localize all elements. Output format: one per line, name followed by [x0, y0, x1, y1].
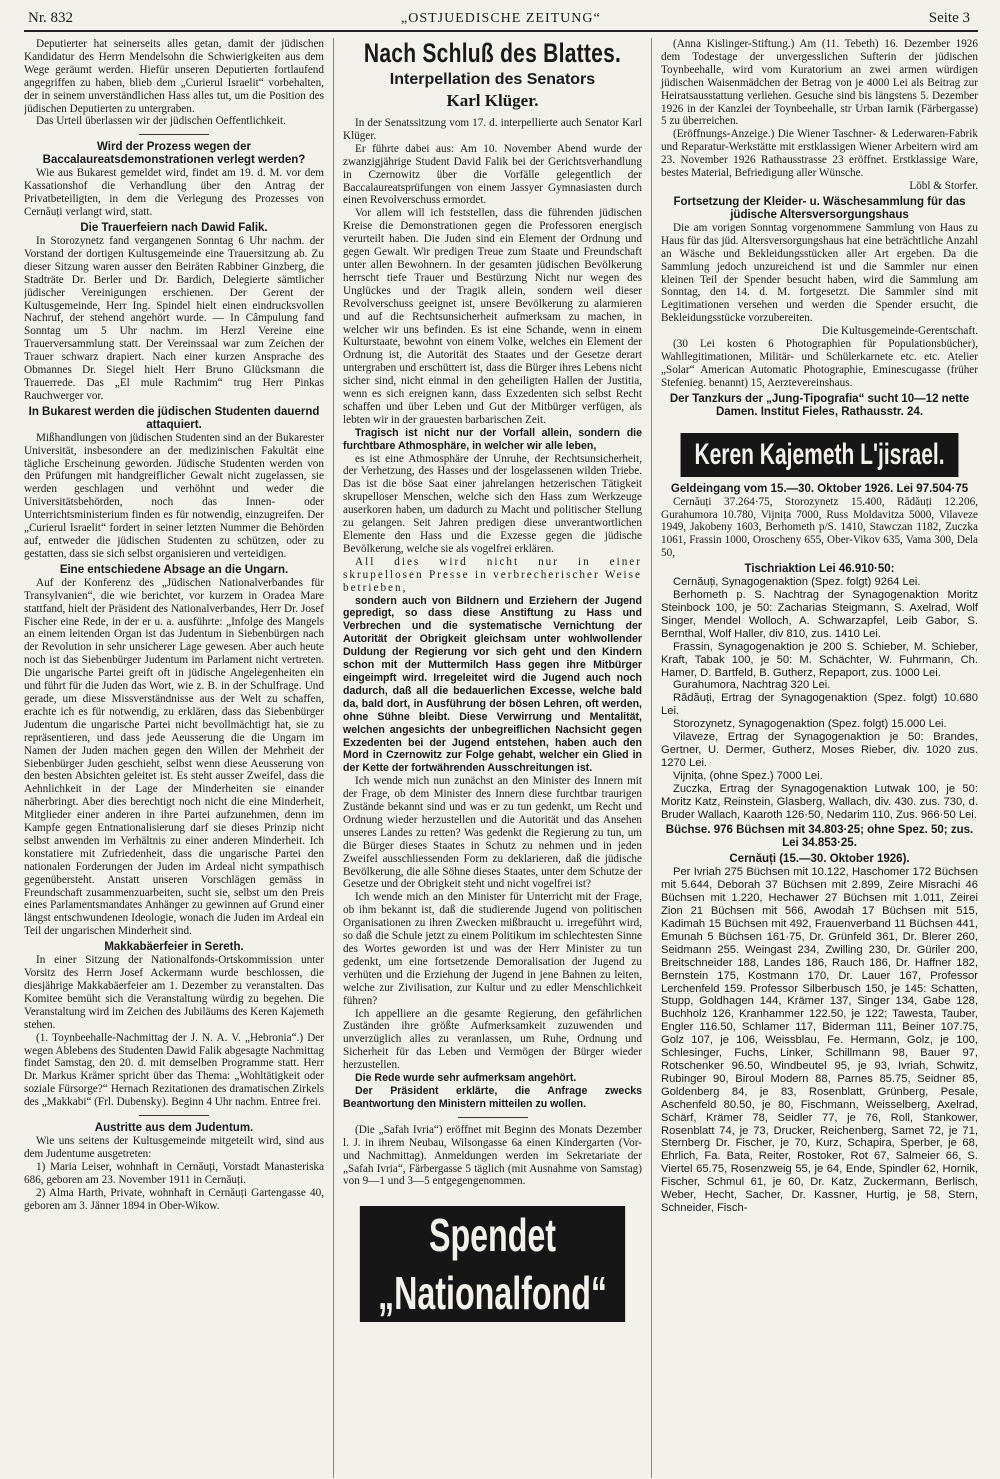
paragraph: Vijnița, (ohne Spez.) 7000 Lei. — [673, 769, 823, 782]
article-prozess: Wie aus Bukarest gemeldet wird, findet am 19. d. M. vor dem Kassationshof die Verhandlung über den Antrag der Privatbeteiligten, in dem die Verlegung des Prozesses von Cernăuți verlangt wird, statt. — [24, 167, 324, 219]
headline-tischaktion: Tischriaktion Lei 46.910·50: — [744, 563, 895, 576]
paragraph: Storozynetz, Synagogenaktion (Spez. folgt) 15.000 Lei. — [673, 718, 947, 731]
article-toynbee: (1. Toynbeehalle-Nachmittag der J. N. A. V. „Hebronia“.) Der wegen Ablebens des Studenten Dawid Falik abgesagte Nachmittag findet Samstag, den 20. d. mit demselben Programme statt. Herr Dr. Markus Krämer spricht über das Thema: „Wohltätigkeit oder soziale Fürsorge?“ Hernach Rezitationen des dramatischen Zirkels des „Makkabi“ (Frl. Dubensky). Beginn 4 Uhr nachm. Entree frei. — [24, 1031, 324, 1109]
headline-prozess: Wird der Prozess wegen der Baccalaureatsdemonstrationen verlegt werden? — [42, 141, 306, 167]
banner-keren-kajemeth: Keren Kajemeth L'jisrael. — [681, 433, 959, 477]
subheadline-name: Karl Klüger. — [446, 91, 539, 110]
newspaper-title: „OSTJUEDISCHE ZEITUNG“ — [401, 11, 601, 26]
headline-cernauti: Cernăuți (15.—30. Oktober 1926). — [729, 853, 910, 866]
headline-geldeingang: Geldeingang vom 15.—30. Oktober 1926. Lei 97.504·75 — [670, 482, 969, 495]
article-ungarn: Auf der Konferenz des „Jüdischen Nationalverbandes für Transylvanien“, die wie berichtet, vor kurzem in Oradea Mare stattfand, hielt der Präsident des Nationalverbandes, Herr Dr. Josef Fischer eine Rede, in der er u. a. ausführte: „Infolge des Mangels an einem leitenden Organ ist das Judentum in Siebenbürgen nach der Revolution in sehr unsicherer Lage gewesen. Aber auch heute noch ist das Siebenbürger Judentum im Parlament nicht vertreten. Die ungarische Partei greift oft in jüdische Angelegenheiten ein und führt für die Juden das Wort, wie z. B. in der Schulfrage. Und gerade, um diese Missverständnisse aus der Welt zu schaffen, erachte ich es für notwendig, zu erklären, dass das Siebenbürger Judentum die ungarische Partei nicht bevollmächtigt hat, sie zu repräsentieren, und dass jede Aeusserung die die Ungarn im Namen der Juden machen gegen den Willen der Mehrheit der Siebenbürger Juden geschieht, selbst wenn diese Aeusserung von den besten Absichten geleitet ist. Es steht ausser Zweifel, dass die Aehnlichkeit in der Lage der Minderheiten sie einander näherbringt. Aber dies berechtigt noch nicht die eine Minderheit, Mitglieder einer anderen in ihre Partei aufzunehmen, denn im Kampfe gegen Entnationalisierung darf sie dieses Prinzip nicht selbst anwenden im Verhältnis zu einer anderen Minderheit. Ich konstatiere mit Zufriedenheit, dass die ungarische Partei den nationalen Forderungen der Juden im Ardeal nicht sympathisch gegenübersteht. Anstatt unseren Vorschlägen gemäss in Freundschaft zusammenzuarbeiten, sucht sie, selbst um den Preis eines Parlamentsmandates Anhänger zu gewinnen auf Grund einer längst entschwundenen Ideologie, wonach die Juden im Ardeal ein Teil der ungarischen Minderheit sind. — [24, 576, 324, 938]
masthead — [24, 8, 978, 32]
column-2 — [334, 38, 652, 1478]
article-intro-2: Das Urteil überlassen wir der jüdischen Oeffentlichkeit. — [36, 115, 286, 128]
headline-tanzkurs: Der Tanzkurs der „Jung-Tipografia“ sucht 10—12 nette Damen. Institut Fieles, Rathausstr. 24. — [669, 392, 970, 418]
paragraph: Er führte dabei aus: Am 10. November Abend wurde der zwanzigjährige Student David Falik bei der Gerichtsverhandlung in Czernowitz über die Vorfälle gelegentlich der Baccalaureatsprüfungen von einem Jassyer Gymnasiasten durch einen Revolverschuss ermordet. — [343, 142, 642, 207]
paragraph: In der Senatssitzung vom 17. d. interpellierte auch Senator Karl Klüger. — [343, 117, 642, 142]
paragraph: Vor allem will ich feststellen, dass die führenden jüdischen Kreise die Demonstrationen gegen die Professoren energisch verurteilt haben. Die Juden sind ein Element der Ordnung und gegen Gewalt. Wir predigen Treue zum Staate und Freundschaft unter allen Bewohnern. In der gesamten jüdischen Bevölkerung herrscht tiefe Trauer und Bestürzung Nicht nur wegen des Unglückes und der Tragik allein, sondern weil dieser Revolverschuss geeignet ist, unsere Bevölkerung zu alarmieren und auf die Rechtsunsicherheit aufmerksam zu machen, in welcher wir uns befinden. Es ist eine Schande, wenn in einem Kulturstaate, bewohnt von einem Volke, welches ein Element der Ordnung ist, die Autorität des Staates und der Gesetze derart untergraben und erschüttert ist, dass die Bürger ihres Lebens nicht sicher sind, nicht einmal in den geheiligten Hallen der Justitia, wenn es sich ereignen kann, dass Exzedenten sich selbst Recht schaffen und über Leben und Gut der Mitbürger verfügen, als lebten wir in der grauesten barbarischen Zeit. — [343, 207, 642, 426]
paragraph: Frassin, Synagogenaktion je 200 S. Schieber, M. Schieber, Kraft, Tabak 100, je 50: M. Schächter, W. Fuhrmann, Ch. Hamer, D. Bartfeld, B. Gutherz, Repaport, zus. 1000 Lei. — [661, 640, 978, 679]
divider — [139, 1115, 209, 1116]
article-trauerfeiern: In Storozynetz fand vergangenen Sonntag 6 Uhr nachm. der Vorstand der dortigen Kultusgemeinde eine Trauersitzung ab. Zu dieser Sitzung waren ausser den Beiräten Rabbiner Ginzberg, die Stadträte Dr. Berler und Dr. Bardich, Delegierte sämtlicher jüdischer Vereinigungen erschienen. Der Gerent der Kultusgemeinde, Herr Ing. Spindel hielt einen eindrucksvollen Nachruf, der stehend angehört wurde. — In Câmpulung fand Sonntag um 5 Uhr nachm. im Herzl Vereine eine Trauerversammlung statt. Der Vereinssaal war zum Zeichen der Trauer schwarz drapiert. Nach einer kurzen Ansprache des Obmannes Dr. Siegel hielt Herr Bruno Glücksmann die Trauerrede. Das „El mule Rachmim“ trug Herr Pinkas Rauchwerger vor. — [24, 234, 324, 402]
headline-nach-schluss: Nach Schluß des Blattes. — [363, 38, 622, 68]
signature: Löbl & Storfer. — [909, 179, 978, 192]
paragraph: Die am vorigen Sonntag vorgenommene Sammlung von Haus zu Haus für das jüd. Altersversorgungshaus hat eine beträchtliche Anzahl an Wäsche und Bekleidungsstücken aller Art ergeben. Da die Sammlung jedoch unzureichend ist und die Sammler nur einen kleinen Teil der Spender besucht haben, wird die Sammlung am Sonntag, den 14. d. M. fortgesetzt. Die Sammler sind mit Legitimationen versehen und werden die Spender ersucht, die Bekleidungsstücke vorzubereiten. — [661, 221, 978, 325]
paragraph: Ich wende mich nun zunächst an den Minister des Innern mit der Frage, ob dem Minister des Innern diese furchtbar traurigen Zustände bekannt sind und was er zu tun gedenkt, um Recht und Ordnung wieder herzustellen und die Autorität und das Ansehen unseres Landes zu retten? Was gedenkt die Regierung zu tun, um die Bürger dieses Staates in Schutz zu nehmen und in jeden Zweifel ausschliessenden Form zu deklarieren, daß die jüdische Bevölkerung, die alle Söhne dieses Staates, unter dem Schutze der Gesetze und der Obrigkeit steht und nicht vogelfrei ist? — [343, 775, 642, 891]
divider — [139, 134, 209, 135]
headline-buechse: Büchse. 976 Büchsen mit 34.803·25; ohne Spez. 50; zus. Lei 34.853·25. — [665, 824, 974, 850]
banner-nationalfond: Spendet „Nationalfond“ — [360, 1206, 625, 1322]
article-intro: Deputierter hat seinerseits alles getan, damit der jüdischen Kandidatur des Herrn Mendelsohn die Schwierigkeiten aus dem Wege geräumt werden. Hiefür unseren Deputierten fortlaufend angegriffen zu haben, blieb dem „Curierul Israelit“ vorbehalten, der in seinem unverständlichen Hass alles tut, um die Position des jüdischen Deputierten zu untergraben. — [24, 38, 324, 115]
subheadline-interpellation: Interpellation des Senators — [389, 71, 596, 88]
columns — [24, 38, 978, 1478]
austritt-1: 1) Maria Leiser, wohnhaft in Cernăuți, Vorstadt Manasteriska 686, geboren am 23. November 1911 in Cernăuți. — [24, 1160, 324, 1186]
paragraph: Rădăuți, Ertrag der Synagogenaktion (Spez. folgt) 10.680 Lei. — [661, 692, 978, 718]
headline-kleider: Fortsetzung der Kleider- u. Wäschesammlung für das jüdische Altersversorgungshaus — [673, 195, 966, 221]
paragraph: (Anna Kislinger-Stiftung.) Am (11. Tebeth) 16. Dezember 1926 dem Todestage der unvergesslichen Sufterin der jüdischen Toynbeehalle, wird vom Kuratorium an zwei armen würdigen jüdischen Waisenmädchen der Betrag von je 4000 Lei als Beitrag zur Heiratsausstattung verliehen. Gesuche sind bis längstens 5. Dezember 1926 in der Kanzlei der Toynbeehalle, str Urban Iarnik (Färbergasse) 5 zu überreichen. — [661, 38, 978, 128]
headline-makkabaeer: Makkabäerfeier in Sereth. — [104, 941, 244, 954]
article-bukarest: Mißhandlungen von jüdischen Studenten sind an der Bukarester Universität, insbesondere an der medizinischen Fakultät eine tägliche Erscheinung geworden. Jüdische Studenten werden von den Prüfungen mit handgreiflicher Gewalt nicht zugelassen, sie werden geschlagen und verhöhnt und weder die Universitätsbehörden, noch das Innen- oder Unterrichtsministerium finden es für notwendig, einzugreifen. Der „Curierul Israelit“ fordert in seiner letzten Nummer die Behörden auf, entweder die jüdischen Studenten zu schützen, oder zu gestatten, dass sie sich selbst organisieren und verteidigen. — [24, 431, 324, 560]
paragraph: Vilaveze, Ertrag der Synagogenaktion je 50: Brandes, Gertner, U. Dermer, Gutherz, Moses Rieber, div. 1020 zus. 1270 Lei. — [661, 731, 978, 769]
headline-bukarest: In Bukarest werden die jüdischen Studenten dauernd attaquiert. — [28, 405, 320, 431]
austritt-2: 2) Alma Harth, Private, wohnhaft in Cernăuți Gartengasse 40, geboren am 3. Jänner 1894 in Ober-Wikow. — [24, 1186, 324, 1212]
paragraph: Gurahumora, Nachtrag 320 Lei. — [673, 679, 831, 692]
column-1 — [24, 38, 334, 1478]
headline-austritte: Austritte aus dem Judentum. — [94, 1122, 254, 1135]
article-safah: (Die „Safah Ivria“) eröffnet mit Beginn des Monats Dezember l. J. in ihrem Neubau, Wilsongasse 6a einen Kindergarten (Vor- und Nachmittag). Anmeldungen werden im Sekretariate der „Safah Ivria“, Färbergasse 5 täglich (mit Ausnahme von Samstag) von 9—1 und 3—5 entgegengenommen. — [343, 1123, 642, 1188]
paragraph: (Eröffnungs-Anzeige.) Die Wiener Taschner- & Lederwaren-Fabrik und Reparatur-Werkstätte mit erstklassigen Wiener Arbeitern wird am 23. November 1926 Rathausstrasse 23 eröffnet. Erstklassige Ware, bestes Material, Befriedigung aller Wünsche. — [661, 128, 978, 180]
page-number: Nr. 832 — [28, 10, 73, 26]
paragraph: Ich appelliere an die gesamte Regierung, den gefährlichen Zuständen ihre größte Aufmerksamkeit zuzuwenden und unverzüglich alles zu veranlassen, um Ruhe, Ordnung und Sicherheit für das Leben und Vermögen der Bürger wieder herzustellen. — [343, 1007, 642, 1072]
signature: Die Kultusgemeinde-Gerentschaft. — [822, 325, 978, 338]
paragraph: Cernăuți 37.264·75, Storozynetz 15.400, Rădăuți 12.206, Gurahumora 10.780, Vijnița 7000, Russ Moldavitza 5000, Vilaveze 1949, Jakobeny 1603, Berhometh p/S. 1410, Stawczan 1182, Zuczka 1061, Frassin 1000, Oroscheny 655, Ober-Vikov 635, Vama 300, Dela 50, — [661, 495, 978, 560]
paragraph: (30 Lei kosten 6 Photographien für Populationsbücher), Wahllegitimationen, Militär- und Schülerkarnete etc. etc. Atelier „Solar“ American Automatic Photographie, Eminescugasse (früher Stefenieg. benannt) 15, Aerztevereinshaus. — [661, 338, 978, 389]
column-3 — [652, 38, 978, 1478]
paragraph-bold: Tragisch ist nicht nur der Vorfall allein, sondern die furchtbare Athmosphäre, in welcher wir alle leben, — [343, 426, 642, 452]
paragraph: Ich wende mich an den Minister für Unterricht mit der Frage, ob ihm bekannt ist, daß die studierende Jugend von politischen Organisationen zu ihren Zwecken mißbraucht u. irregeführt wird, so daß die Schule jetzt zu einem Politikum im schlechtesten Sinne des Wortes geworden ist und was der Herr Minister zu tun gedenkt, um eine fortsetzende Demoralisation der Jugend zu verhüten und die Erziehung der Jugend in jene Bahnen zu leiten, welche zur Zivilisation, zur Kultur und zu edler Menschlichkeit führen? — [343, 891, 642, 1007]
article-makkabaeer: In einer Sitzung der Nationalfonds-Ortskommission unter Vorsitz des Herrn Josef Ackermann wurde beschlossen, die diesjährige Makkabäerfeier am 1. Dezember zu veranstalten. Das Komitee bemüht sich die Veranstaltung würdig zu begehen. Die Veranstaltung wird im Zeichen des Jubiläums des Keren Kajemeth stehen. — [24, 954, 324, 1031]
paragraph: es ist eine Athmosphäre der Unruhe, der Rechtsunsicherheit, der Verhetzung, des Hasses und der losgelassenen wilden Triebe. Das ist die böse Saat einer jahrelangen hetzerischen Tätigkeit skrupelloser Menschen, welche sich den Hass zum Werkzeuge auserkoren haben, um dadurch zu Macht und politischer Stellung zu gelangen. Seit Jahren predigen diese unverantwortlichen Elemente den Hass und die Exzesse gegen die jüdische Bevölkerung, welche sie als vogelfrei erklären. — [343, 452, 642, 555]
divider — [458, 1117, 528, 1118]
paragraph-bold: sondern auch von Bildnern und Erziehern der Jugend gepredigt, so dass diese Anstiftung zu Hass und Verbrechen und die systematische Vernichtung der Autorität der Obrigkeit gleichsam unter wohlwollender Duldung der Regierung vor sich geht und den Kindern schon mit der Muttermilch Hass gegen ihre Mitbürger eingeimpft wird. Irregeleitet wird die Jugend auch noch dadurch, daß all die bedauerlichen Excesse, welche bald da, bald dort, in Ausführung der bösen Lehren, oft werden, ohne Sühne bleibt. Diese Verwirrung und Mentalität, welchen angesichts der unbegreiflichen Nachsicht gegen Exzedenten bei der Jugend entstehen, haben auch den Mord in Czernowitz zur Folge gehabt, welcher ein Glied in der Kette der fortwährenden Ausschreitungen ist. — [343, 594, 642, 775]
paragraph-bold: Der Präsident erklärte, die Anfrage zwecks Beantwortung den Ministern mitteilen zu wollen. — [343, 1084, 642, 1110]
article-austritte: Wie uns seitens der Kultusgemeinde mitgeteilt wird, sind aus dem Judentume ausgetreten: — [24, 1135, 324, 1160]
paragraph: Berhometh p. S. Nachtrag der Synagogenaktion Moritz Steinbock 100, je 50: Zacharias Steigmann, S. Axelrad, Wolf Singer, Mendel Wolloch, A. Schwarzapfel, Leib Gabor, S. Bernthal, Wolf Haller, div 810, zus. 1410 Lei. — [661, 589, 978, 640]
paragraph-bold: Die Rede wurde sehr aufmerksam angehört. — [355, 1072, 577, 1085]
paragraph: Per Ivriah 275 Büchsen mit 10.122, Haschomer 172 Büchsen mit 5.644, Deborah 37 Büchsen mit 2.899, Zeire Misrachi 46 Büchsen mit 1.220, Hechawer 27 Büchsen mit 1.011, Zeirei Zion 21 Büchsen mit 566, Awodah 17 Büchsen mit 515, Kadimah 15 Büchsen mit 492, Frauenverband 11 Büchsen 441, Emunah 5 Büchsen 161·75, Dr. Grünfeld 361, Dr. Blerer 260, Seidmann 255. Weingast 234, Zwilling 230, Dr. Güriler 200, Breitschneider 188, Landes 186, Rauch 186, Dr. Haffner 182, Bernstein 175, Kostmann 170, Dr. Lauer 167, Professor Lerchenfeld 159. Professor Silberbusch 150, je 145: Schatten, Stupp, Goldhagen 144, Krämer 137, Singer 134, Gabe 128, Buchholz 126, Kranhammer 122.50, je 122; Tawesta, Tauber, Engler 116.50, Schlamer 117, Biderman 111, Beiner 107.75, Golz 107, je 106, Weissblau, Fe. Hermann, Golz, je 100, Schlesinger, Fuchs, Linker, Schillmann 98, Bauer 97, Rotschenker 96.50, Windbeutel 95, je 93, Ivriah, Schwitz, Rubinger 90, Biroul Modern 88, Parnes 85.75, Seidner 85, Goldenberg 84, je 83, Rosenblatt, Grünberg, Pesale, Aschenfeld 80.50, je 80, Fischmann, Weisselberg, Axelrad, Schärf, Krämer 78, Seidler 77, je 76, Roll, Stankower, Rosenblatt 74, je 73, Drucker, Reichenberg, Samet 72, je 71, Sternberg Dr. Fischer, je 70, Kurz, Schapira, Sperber, je 68, Ehrlich, Fa. Bata, Reiter, Rostoker, Rot 67, Salmeier 66, S. Viertel 65.75, Rosenzweig 55, je 64, Ende, Spindler 62, Hornik, Fischer, Schmul 61, je 60, Dr. Katz, Zuckermann, Berlisch, Weber, Hecht, Sacher, Dr. Kassner, Hurtig, je 58, Stern, Schneider, Fisch- — [661, 866, 978, 1214]
page-label: Seite 3 — [928, 10, 970, 26]
paragraph: Zuczka, Ertrag der Synagogenaktion Lutwak 100, je 50: Moritz Katz, Reinstein, Glasberg, Wallach, div. 430. zus. 730, d. Bruder Wallach, Kaaroth 126·50, Nedarim 110, Zus. 966·50 Lei. — [661, 782, 978, 821]
paragraph-spaced: All dies wird nicht nur in einer skrupellosen Presse in verbrecherischer Weise betrieben, — [343, 555, 642, 594]
headline-trauerfeiern: Die Trauerfeiern nach Dawid Falik. — [80, 221, 268, 234]
paragraph: Cernăuți, Synagogenaktion (Spez. folgt) 9264 Lei. — [673, 576, 921, 589]
headline-ungarn: Eine entschiedene Absage an die Ungarn. — [59, 563, 289, 576]
